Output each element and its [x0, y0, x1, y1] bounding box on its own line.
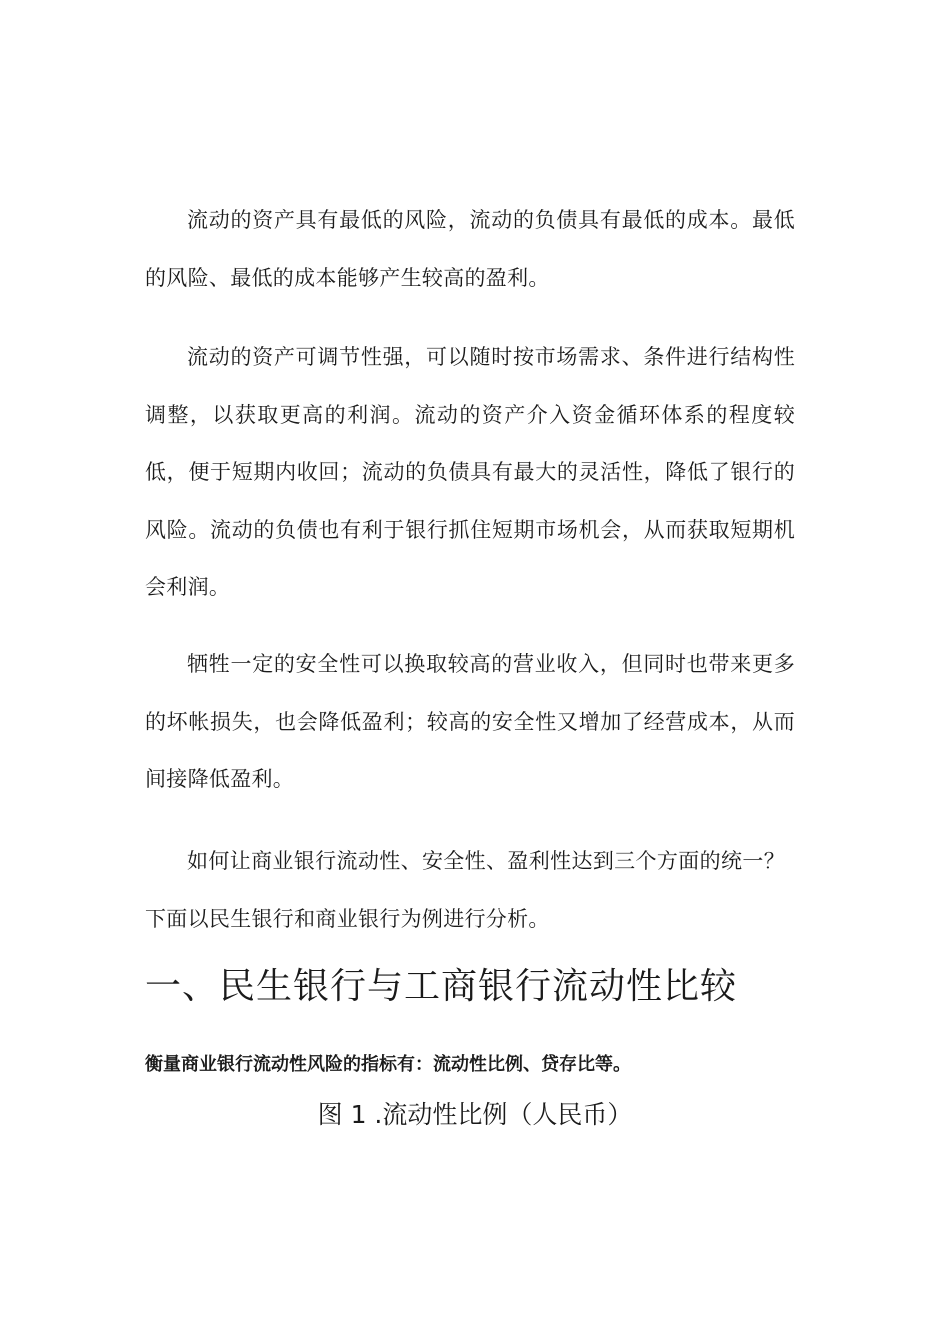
figure-caption: 图 1 .流动性比例（人民币）	[317, 1100, 633, 1129]
paragraph-analysis-intro: 如何让商业银行流动性、安全性、盈利性达到三个方面的统一？下面以民生银行和商业银行为例进行分析。	[145, 849, 785, 931]
paragraph-safety-tradeoff: 牺牲一定的安全性可以换取较高的营业收入，但同时也带来更多的坏帐损失，也会降低盈利；较高的安全性又增加了经营成本，从而间接降低盈利。	[145, 652, 795, 791]
indicator-note: 衡量商业银行流动性风险的指标有：流动性比例、贷存比等。	[145, 1054, 631, 1075]
paragraph-liquidity-risk-cost: 流动的资产具有最低的风险，流动的负债具有最低的成本。最低的风险、最低的成本能够产生较高的盈利。	[145, 208, 795, 290]
section-heading: 一、民生银行与工商银行流动性比较	[145, 966, 738, 1007]
paragraph-liquidity-adjustability: 流动的资产可调节性强，可以随时按市场需求、条件进行结构性调整，以获取更高的利润。流动的资产介入资金循环体系的程度较低，便于短期内收回；流动的负债具有最大的灵活性，降低了银行的风险。流动的负债也有利于银行抓住短期市场机会，从而获取短期机会利润。	[145, 345, 795, 599]
